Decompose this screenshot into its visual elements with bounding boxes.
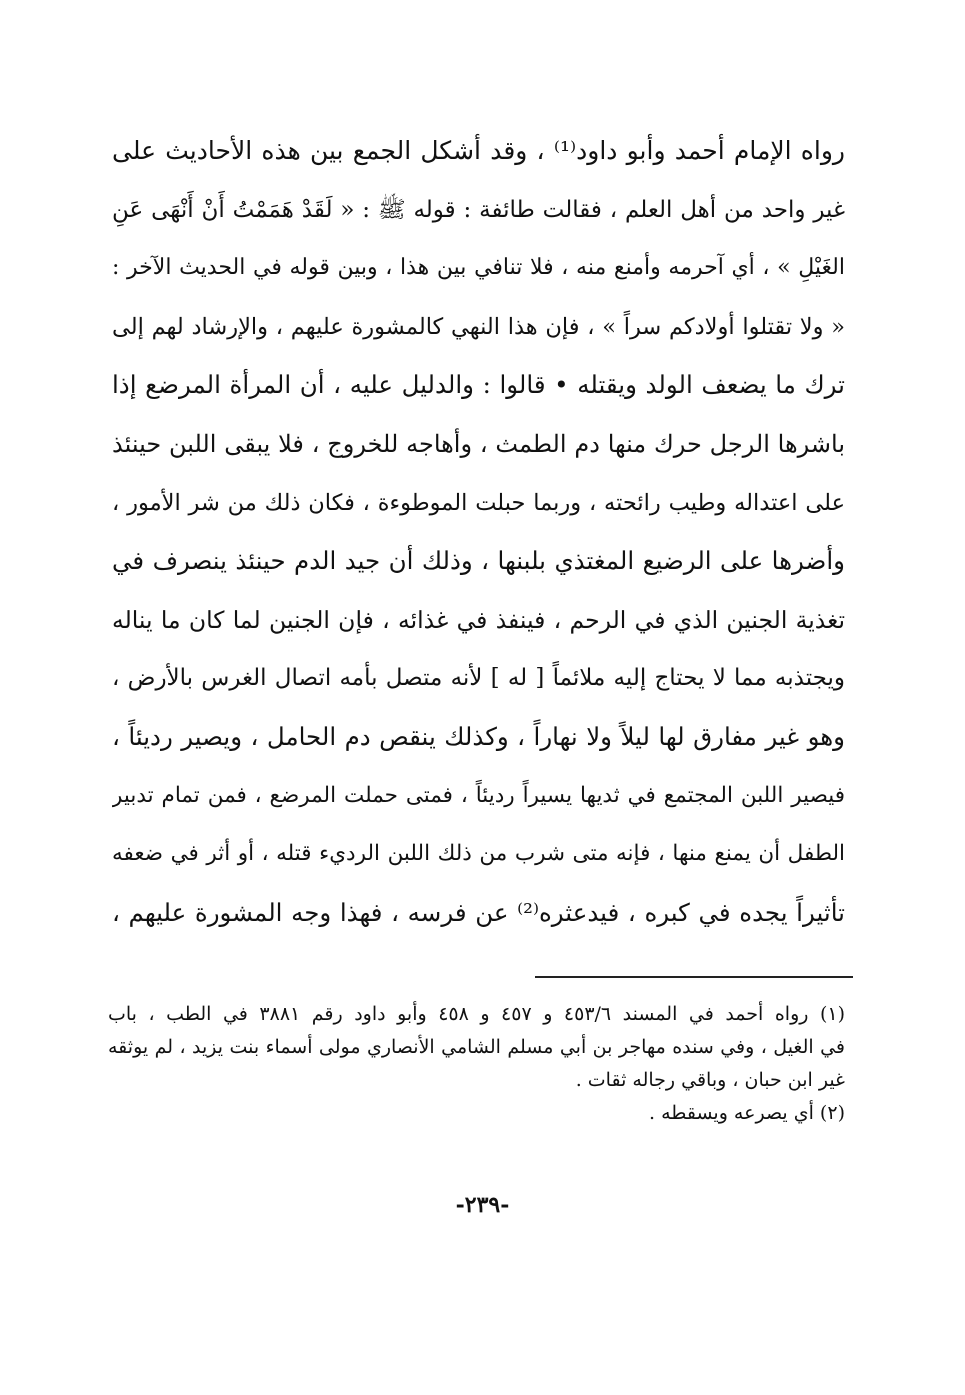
text-line: غير واحد من أهل العلم ، فقالت طائفة : قوله ﷺ : « لَقَدْ هَمَمْتُ أَنْ أَنْهَى عَنِ bbox=[112, 196, 845, 223]
footnote-line: في الغيل ، وفي سنده مهاجر بن أبي مسلم الشامي الأنصاري مولى أسماء بنت يزيد ، لم يوثقه bbox=[108, 1036, 845, 1058]
text-line: الطفل أن يمنع منها ، فإنه متى شرب من ذلك اللبن الرديء قتله ، أو أثر في ضعفه bbox=[112, 841, 845, 867]
text-line: رواه الإمام أحمد وأبو داود⁽¹⁾ ، وقد أشكل الجمع بين هذه الأحاديث على bbox=[112, 136, 845, 165]
text-line: فيصير اللبن المجتمع في ثديها يسيراً رديئاً ، فمتى حملت المرضع ، فمن تمام تدبير bbox=[112, 782, 845, 808]
text-line: « ولا تقتلوا أولادكم سراً » ، فإن هذا النهي كالمشورة عليهم ، والإرشاد لهم إلى bbox=[112, 313, 845, 340]
text-line: ويجتذبه مما لا يحتاج إليه ملائماً [ له ] لأنه متصل بأمه اتصال الغرس بالأرض ، bbox=[112, 665, 845, 692]
footnotes bbox=[108, 998, 845, 1130]
main-text bbox=[112, 122, 845, 942]
text-line: وهو غير مفارق لها ليلاً ولا نهاراً ، وكذلك ينقص دم الحامل ، ويصير رديئاً ، bbox=[112, 721, 845, 751]
text-line: ترك ما يضعف الولد ويقتله • قالوا : والدليل عليه ، أن المرأة المرضع إذا bbox=[112, 370, 845, 400]
footnote-separator bbox=[535, 976, 853, 978]
text-line: وأضرها على الرضيع المغتذي بلبنها ، وذلك أن جيد الدم حينئذ ينصرف في bbox=[112, 546, 845, 576]
text-line: تغذية الجنين الذي في الرحم ، فينفذ في غذائه ، فإن الجنين لما كان ما يناله bbox=[112, 605, 845, 634]
footnote-line: (١) رواه أحمد في المسند ٤٥٣/٦ و ٤٥٧ و ٤٥٨ وأبو داود رقم ٣٨٨١ في الطب ، باب bbox=[108, 1003, 845, 1025]
text-line: الغَيْلِ » ، أي آحرمه وأمنع منه ، فلا تنافي بين هذا ، وبين قوله في الحديث الآخر : bbox=[112, 255, 845, 281]
footnote-line: غير ابن حبان ، وباقي رجاله ثقات . bbox=[575, 1069, 845, 1091]
text-line: باشرها الرجل حرك منها دم الطمث ، وأهاجه للخروج ، فلا يبقى اللبن حينئذ bbox=[112, 429, 845, 458]
footnote-line: (٢) أي يصرعه ويسقطه . bbox=[649, 1102, 845, 1124]
text-line: تأثيراً يجده في كبره ، فيدعثره⁽²⁾ عن فرسه ، فهذا وجه المشورة عليهم ، bbox=[112, 897, 845, 927]
text-line: على اعتداله وطيب رائحته ، وربما حبلت الموطوءة ، فكان ذلك من شر الأمور ، bbox=[112, 489, 845, 516]
page-number: -٢٣٩- bbox=[455, 1192, 510, 1218]
